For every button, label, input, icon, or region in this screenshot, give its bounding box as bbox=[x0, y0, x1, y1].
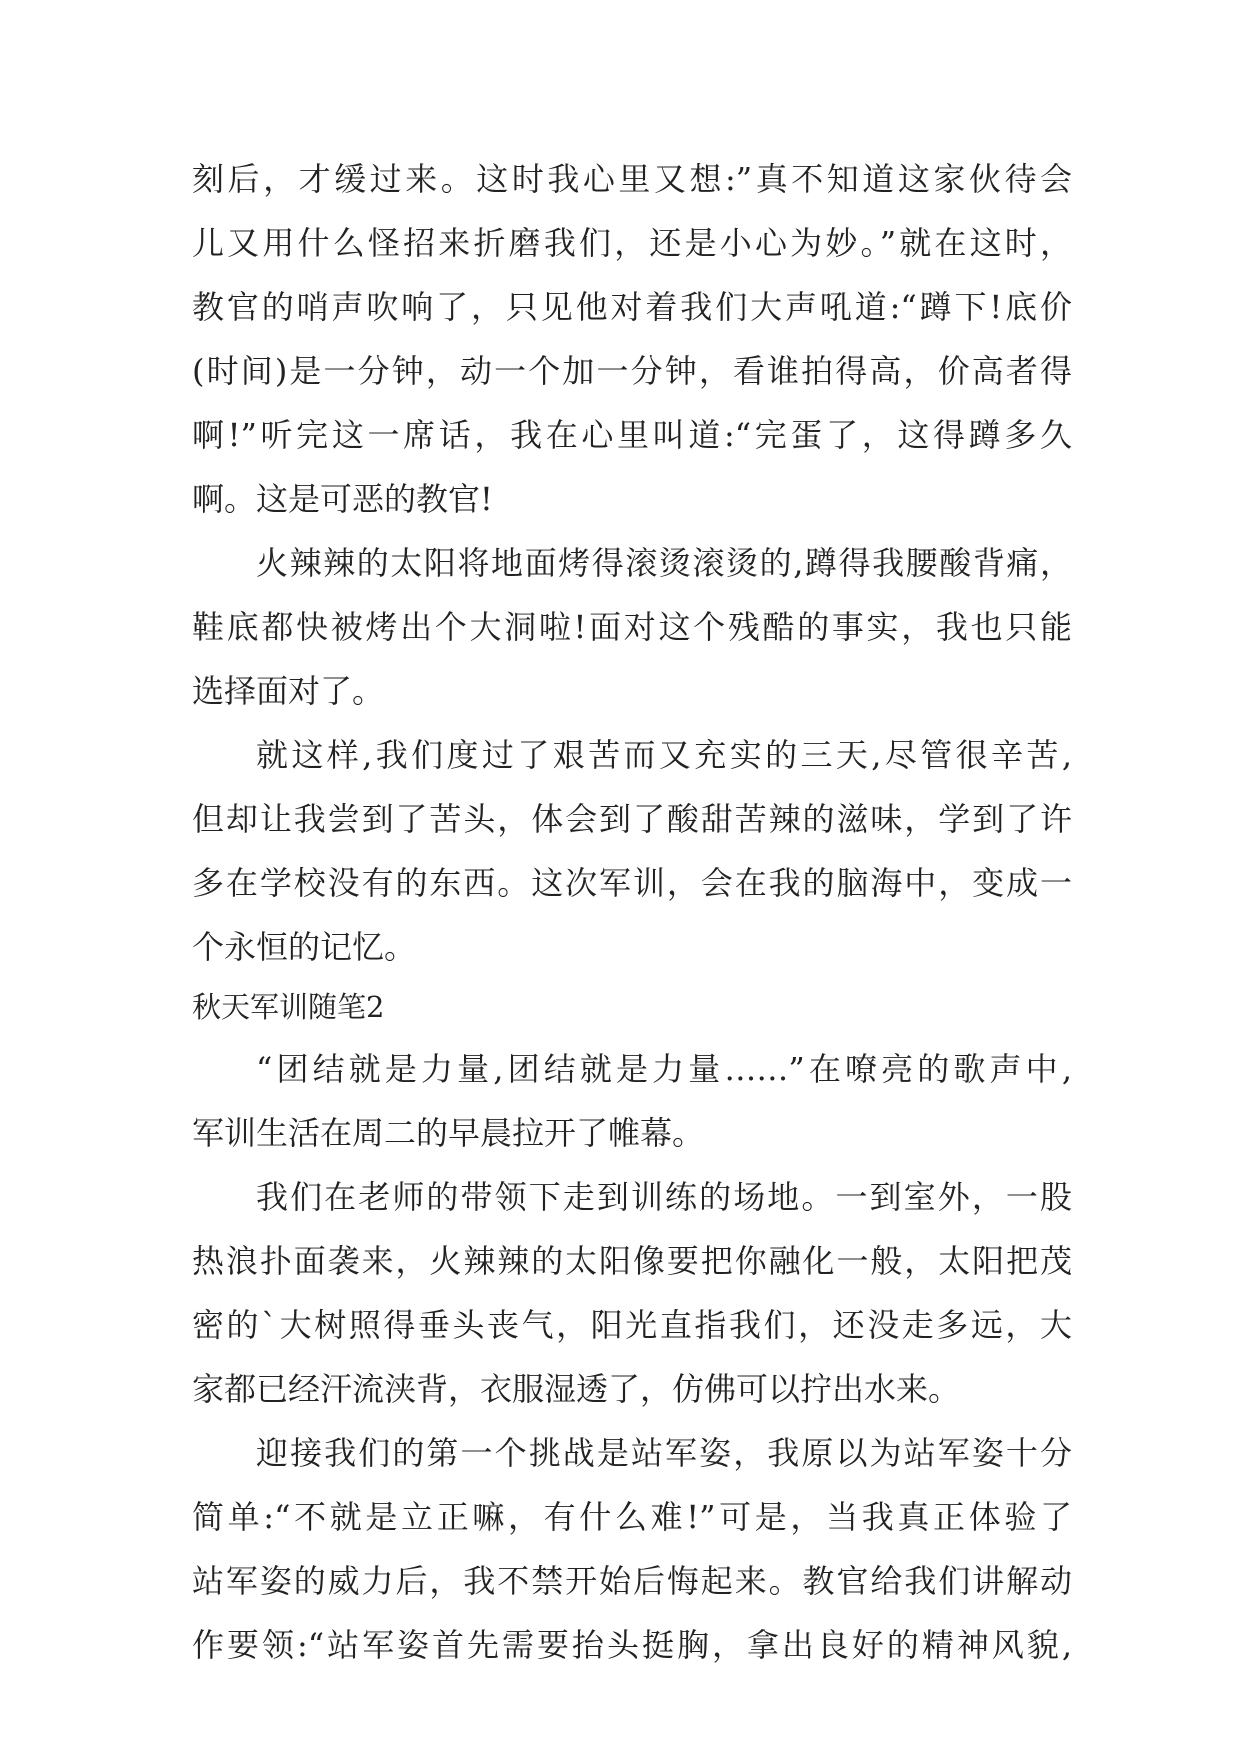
text-line: 作要领:“站军姿首先需要抬头挺胸，拿出良好的精神风貌, bbox=[192, 1626, 1072, 1664]
section-heading: 秋天军训随笔2 bbox=[192, 990, 385, 1024]
text-line: (时间)是一分钟，动一个加一分钟，看谁拍得高，价高者得 bbox=[192, 352, 1072, 390]
text-line: 选择面对了。 bbox=[192, 672, 385, 710]
text-line: 鞋底都快被烤出个大洞啦!面对这个残酷的事实，我也只能 bbox=[192, 608, 1072, 646]
text-line: 啊!”听完这一席话，我在心里叫道:“完蛋了，这得蹲多久 bbox=[192, 416, 1072, 454]
text-line: 儿又用什么怪招来折磨我们，还是小心为妙。”就在这时， bbox=[192, 224, 1072, 262]
paragraph-first-line: 就这样,我们度过了艰苦而又充实的三天,尽管很辛苦, bbox=[256, 736, 1072, 774]
text-line: 多在学校没有的东西。这次军训，会在我的脑海中，变成一 bbox=[192, 864, 1072, 902]
text-line: 军训生活在周二的早晨拉开了帷幕。 bbox=[192, 1114, 705, 1152]
text-line: 刻后，才缓过来。这时我心里又想:”真不知道这家伙待会 bbox=[192, 160, 1072, 198]
text-line: 教官的哨声吹响了，只见他对着我们大声吼道:“蹲下!底价 bbox=[192, 288, 1072, 326]
text-line: 站军姿的威力后，我不禁开始后悔起来。教官给我们讲解动 bbox=[192, 1562, 1072, 1600]
text-line: 热浪扑面袭来，火辣辣的太阳像要把你融化一般，太阳把茂 bbox=[192, 1242, 1072, 1280]
text-line: 个永恒的记忆。 bbox=[192, 928, 417, 966]
text-line: 但却让我尝到了苦头，体会到了酸甜苦辣的滋味，学到了许 bbox=[192, 800, 1072, 838]
text-line: 简单:“不就是立正嘛，有什么难!”可是，当我真正体验了 bbox=[192, 1498, 1072, 1536]
paragraph-first-line: “团结就是力量,团结就是力量……”在嘹亮的歌声中, bbox=[256, 1050, 1072, 1088]
text-line: 啊。这是可恶的教官! bbox=[192, 480, 493, 518]
paragraph-first-line: 迎接我们的第一个挑战是站军姿，我原以为站军姿十分 bbox=[256, 1434, 1072, 1472]
paragraph-first-line: 我们在老师的带领下走到训练的场地。一到室外，一股 bbox=[256, 1178, 1072, 1216]
paragraph-first-line: 火辣辣的太阳将地面烤得滚烫滚烫的,蹲得我腰酸背痛， bbox=[256, 544, 1072, 582]
text-line: 家都已经汗流浃背，衣服湿透了，仿佛可以拧出水来。 bbox=[192, 1370, 961, 1408]
text-line: 密的`大树照得垂头丧气，阳光直指我们，还没走多远，大 bbox=[192, 1306, 1072, 1344]
